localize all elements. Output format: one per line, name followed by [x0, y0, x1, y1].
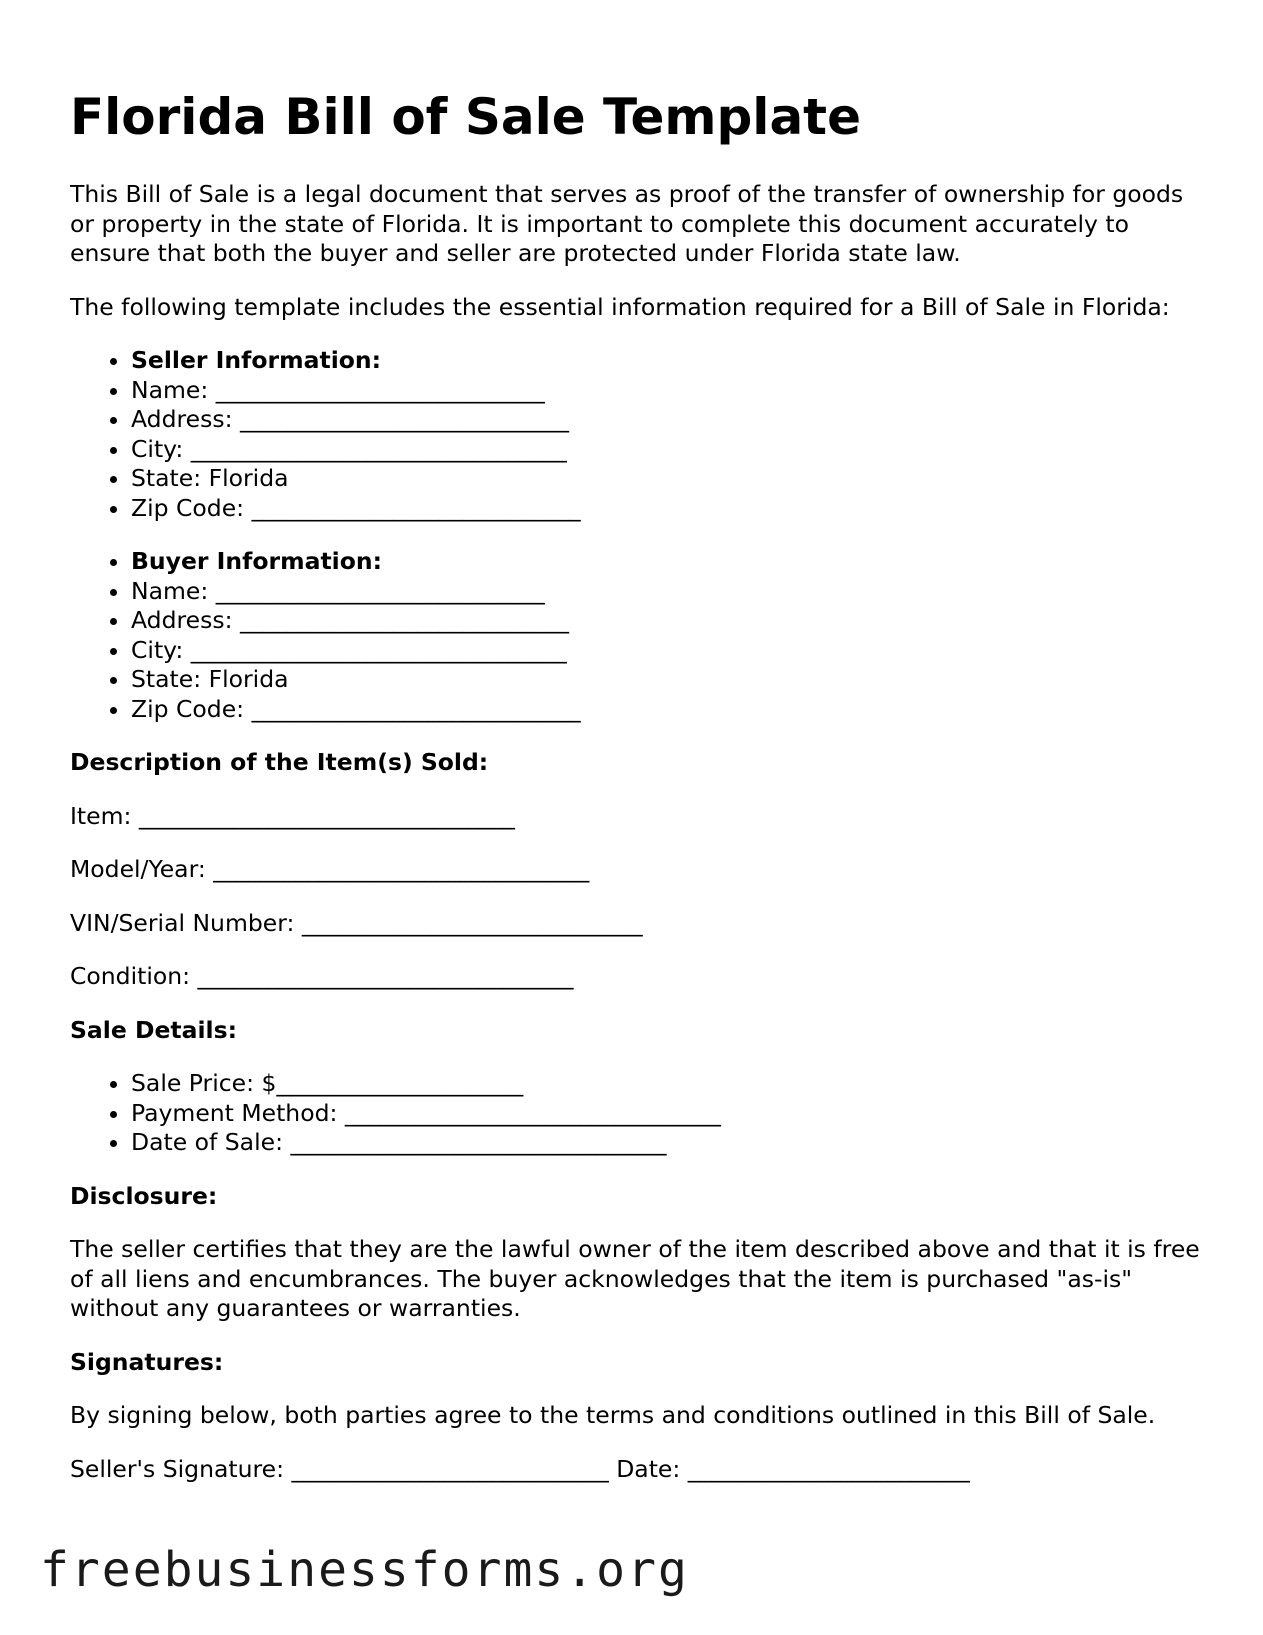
seller-address-field: • Address: ____________________________ — [131, 405, 1200, 435]
seller-city-field: • City: ________________________________ — [131, 435, 1200, 465]
model-year-field: Model/Year: ________________________________ — [70, 855, 590, 883]
sale-price-field: • Sale Price: $_____________________ — [131, 1069, 1200, 1099]
vin-serial-field: VIN/Serial Number: _____________________________ — [70, 908, 643, 937]
seller-info-heading: • Seller Information: — [131, 346, 1200, 376]
seller-state-field: • State: Florida — [131, 464, 1200, 494]
watermark-logo: freebusinessforms.org — [40, 1542, 689, 1598]
disclosure-heading: Disclosure: — [70, 1181, 218, 1210]
buyer-name-field: • Name: ____________________________ — [131, 577, 1200, 607]
page-title: Florida Bill of Sale Template — [70, 88, 861, 146]
description-fields — [70, 802, 1200, 992]
condition-field: Condition: ________________________________ — [70, 962, 574, 990]
payment-method-field: • Payment Method: ________________________________ — [131, 1099, 1200, 1129]
date-of-sale-field: • Date of Sale: ________________________________ — [131, 1128, 1200, 1158]
disclosure-text: The seller certifies that they are the lawful owner of the item described above and that it is free of all liens and encumbrances. The buyer acknowledges that the item is purchased "as-is" without any guarantees or warranties. — [70, 1235, 1200, 1322]
buyer-state-field: • State: Florida — [131, 665, 1200, 695]
signatures-text: By signing below, both parties agree to the terms and conditions outlined in this Bill of Sale. — [70, 1401, 1156, 1429]
buyer-city-field: • City: ________________________________ — [131, 636, 1200, 666]
sale-details-heading: Sale Details: — [70, 1015, 237, 1044]
buyer-zip-field: • Zip Code: ____________________________ — [131, 695, 1200, 725]
document-body — [70, 180, 1200, 1508]
buyer-address-field: • Address: ____________________________ — [131, 606, 1200, 636]
seller-info-list — [70, 346, 1200, 523]
intro-paragraph-2: The following template includes the essential information required for a Bill of Sale in Florida: — [70, 292, 1170, 321]
sale-details-list — [70, 1069, 1200, 1158]
buyer-info-heading: • Buyer Information: — [131, 547, 1200, 577]
seller-zip-field: • Zip Code: ____________________________ — [131, 494, 1200, 524]
buyer-info-list — [70, 547, 1200, 724]
seller-signature-line: Seller's Signature: ___________________________ Date: ________________________ — [70, 1454, 970, 1483]
intro-paragraph-1: This Bill of Sale is a legal document that serves as proof of the transfer of ownership for goods or property in the state of Florida. It is important to complete this document accurately to ensure that both the buyer and seller are protected under Florida state law. — [70, 180, 1184, 267]
description-heading: Description of the Item(s) Sold: — [70, 748, 489, 776]
signatures-heading: Signatures: — [70, 1347, 224, 1376]
seller-name-field: • Name: ____________________________ — [131, 376, 1200, 406]
item-field: Item: ________________________________ — [70, 801, 515, 830]
